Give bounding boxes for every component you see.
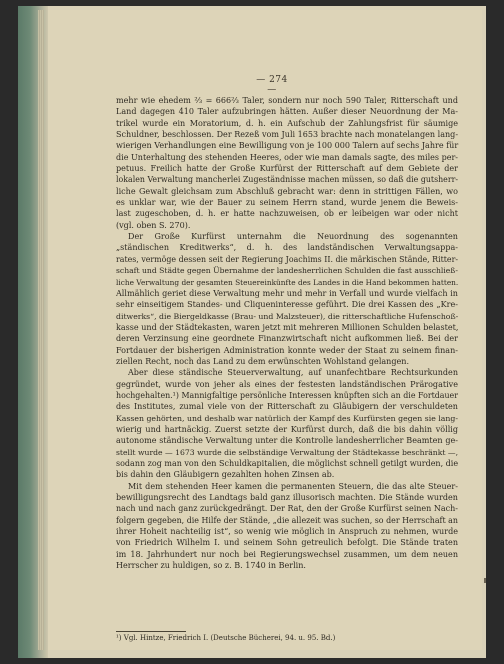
text-line: Schuldner, beschlossen. Der Rezeß vom Juli 1653 brachte nach monatelangen lang- xyxy=(116,130,459,140)
text-line: gegründet, wurde von jeher als eines der festesten landständischen Prärogative xyxy=(116,379,458,389)
text-line: sehr einseitigem Standes- und Cliqueninteresse geführt. Die drei Kassen des „Kre- xyxy=(116,300,458,310)
text-line: die Unterhaltung des stehenden Heeres, oder wie man damals sagte, des miles per- xyxy=(116,152,458,162)
page-edges xyxy=(38,10,44,650)
text-line: Der Große Kurfürst unternahm die Neuordnung des sogenannten xyxy=(128,232,458,242)
text-line: Allmählich geriet diese Verwaltung mehr und mehr in Verfall und wurde vielfach in xyxy=(116,288,458,298)
text-line: petuus. Freilich hatte der Große Kurfürst der Ritterschaft auf dem Gebiete der xyxy=(116,164,458,174)
text-line: lokalen Verwaltung mancherlei Zugeständnisse machen müssen, so daß die gutsherr- xyxy=(116,175,458,185)
text-line: Mit dem stehenden Heer kamen die permanenten Steuern, die das alte Steuer- xyxy=(128,481,458,491)
page-number: — 274 — xyxy=(256,75,288,95)
text-line: ditwerks“, die Biergeldkasse (Brau- und Malzsteuer), die ritterschaftliche Hufenschoß- xyxy=(116,311,459,321)
text-line: Fortdauer der bisherigen Administration konnte weder der Staat zu seinem finan- xyxy=(116,345,458,355)
text-line: ziellen Recht, noch das Land zu dem erwünschten Wohlstand gelangen. xyxy=(116,356,410,366)
text-line: (vgl. oben S. 270). xyxy=(116,220,191,230)
text-line: stellt wurde — 1673 wurde die selbständige Verwaltung der Städtekasse beschränkt —, xyxy=(116,447,458,457)
text-line: kasse und der Städtekasten, waren jetzt mit mehreren Millionen Schulden belastet, xyxy=(116,322,459,332)
text-line: bis dahin den Gläubigern gezahlten hohen Zinsen ab. xyxy=(116,470,335,480)
text-line: schaft und Städte gegen Übernahme der landesherrlichen Schulden die fast ausschließ- xyxy=(116,266,458,276)
text-line: folgern gegeben, die Hilfe der Stände, „die allezeit was suchen, so der Herrschaft an xyxy=(116,515,458,525)
text-line: hochgehalten.¹) Mannigfaltige persönliche Interessen knüpften sich an die Fortdauer xyxy=(116,390,458,400)
text-line: rates, vermöge dessen seit der Regierung Joachims II. die märkischen Stände, Ritter- xyxy=(116,254,458,264)
text-line: trikel wurde ein Moratorium, d. h. ein Aufschub der Zahlungsfrist für säumige xyxy=(116,118,458,128)
text-line: bewilligungsrecht des Landtags bald ganz illusorisch machten. Die Stände wurden xyxy=(116,493,458,503)
text-line: mehr wie ehedem ⅔ = 666⅔ Taler, sondern nur noch 590 Taler, Ritterschaft und xyxy=(116,96,458,105)
text-line: es unklar war, wie der Bauer zu seinem Herrn stand, wurde jenem die Beweis- xyxy=(116,198,458,208)
text-line: des Institutes, zumal viele von der Ritterschaft zu Gläubigern der verschuldeten xyxy=(116,402,458,412)
text-line: ihrer Hoheit nachteilig ist“, so wenig wie möglich in Anspruch zu nehmen, wurde xyxy=(116,527,458,537)
footnote: ¹) Vgl. Hintze, Friedrich I. (Deutsche Bücherei, 94. u. 95. Bd.) xyxy=(116,634,336,642)
text-line: sodann zog man von den Schuldkapitalien, die möglichst schnell getilgt wurden, die xyxy=(116,459,459,468)
text-line: wierig und hartnäckig. Zuerst setzte der Kurfürst durch, daß die bis dahin völlig xyxy=(116,424,458,434)
margin-mark xyxy=(484,578,486,583)
text-line: wierigen Verhandlungen eine Bewilligung von je 100 000 Talern auf sechs Jahre für xyxy=(116,141,459,151)
text-line: liche Verwaltung der gesamten Steuereinkünfte des Landes in die Hand bekommen hatten. xyxy=(116,277,459,287)
text-line: im 18. Jahrhundert nur noch bei Regierungswechsel zusammen, um dem neuen xyxy=(116,549,458,559)
text-line: Herrscher zu huldigen, so z. B. 1740 in Berlin. xyxy=(116,561,306,571)
text-line: deren Verzinsung eine geordnete Finanzwirtschaft nicht aufkommen ließ. Bei der xyxy=(116,334,458,344)
text-line: nach und nach ganz zurückgedrängt. Der Rat, den der Große Kurfürst seinen Nach- xyxy=(116,504,458,514)
text-line: Kassen gehörten, und deshalb war natürlich der Kampf des Kurfürsten gegen sie lang- xyxy=(116,413,458,423)
text-line: last zugeschoben, d. h. er hatte nachzuweisen, ob er leibeigen war oder nicht xyxy=(116,209,458,219)
text-line: von Friedrich Wilhelm I. und seinem Sohn getreulich befolgt. Die Stände traten xyxy=(116,538,458,548)
text-line: Aber diese ständische Steuerverwaltung, auf unanfechtbare Rechtsurkunden xyxy=(128,368,458,378)
footnote-divider xyxy=(116,631,186,632)
text-line: Land dagegen 410 Taler aufzubringen hätten. Außer dieser Neuordnung der Ma- xyxy=(116,107,458,117)
body-text xyxy=(116,95,458,571)
text-line: autonome ständische Verwaltung unter die Kontrolle landesherrlicher Beamten ge- xyxy=(116,436,458,446)
text-line: „ständischen Kreditwerks“, d. h. des landständischen Verwaltungsappa- xyxy=(116,243,458,253)
text-line: liche Gewalt gleichsam zum Abschluß gebracht war: denn in strittigen Fällen, wo xyxy=(116,186,458,196)
